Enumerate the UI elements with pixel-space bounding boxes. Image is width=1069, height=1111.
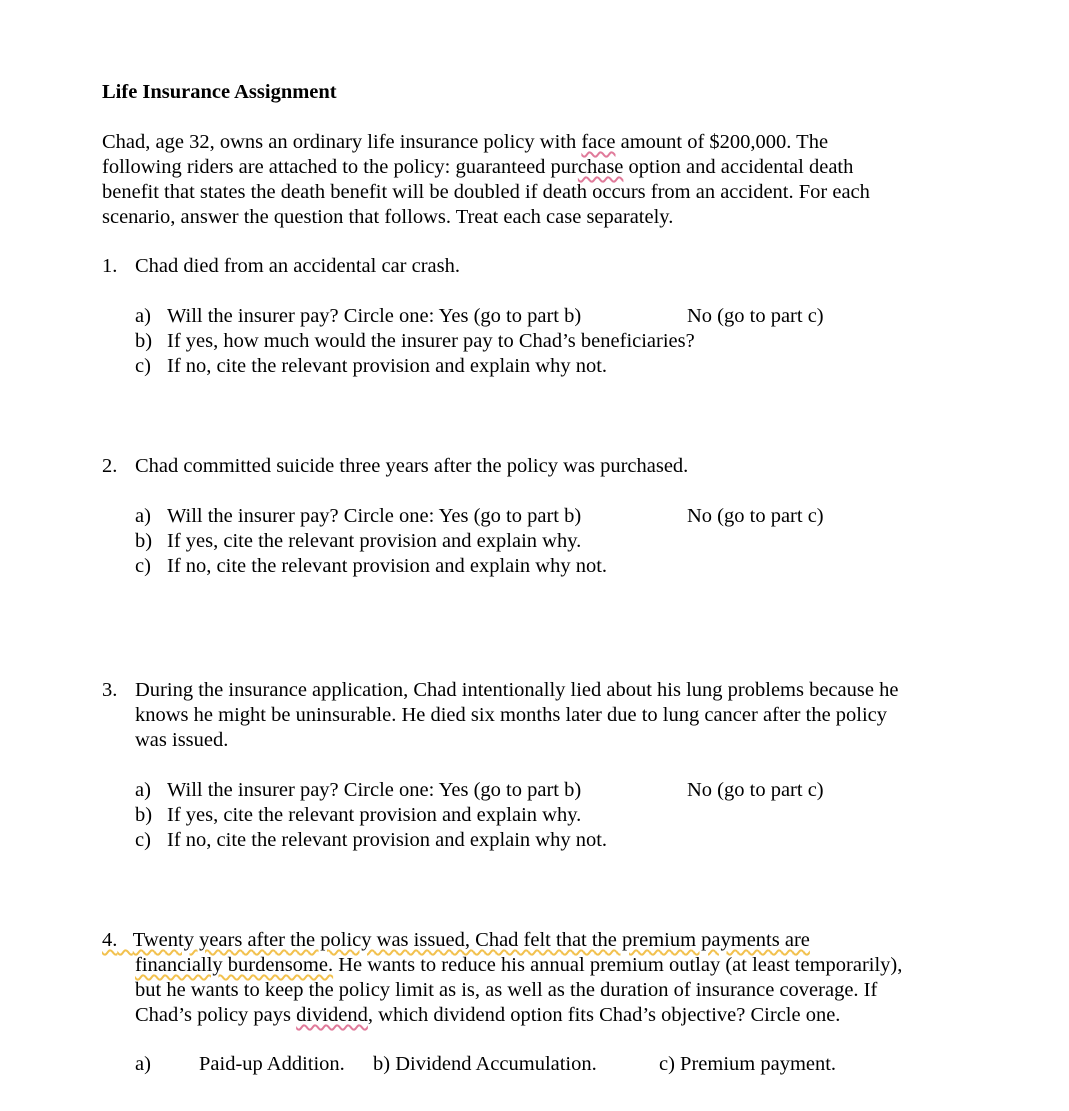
intro-line-2: following riders are attached to the policy: guaranteed purchase option and accidental death — [102, 156, 854, 178]
q4-line-1 — [102, 928, 810, 953]
intro-line-1: Chad, age 32, owns an ordinary life insurance policy with face amount of $200,000. The — [102, 131, 829, 153]
q4-option-a: Paid-up Addition. — [199, 1053, 345, 1075]
grammar-flag: financially burdensome. — [135, 954, 334, 976]
q1-c-text: If no, cite the relevant provision and explain why not. — [167, 355, 608, 377]
q2-a-no-option: No (go to part c) — [687, 505, 824, 527]
q3-b-letter: b) — [135, 804, 153, 826]
intro-line-4: scenario, answer the question that follows. Treat each case separately. — [102, 206, 674, 228]
spellcheck-flag: dividend — [296, 1004, 368, 1026]
q4-number: 4. — [102, 929, 118, 951]
q2-c-text: If no, cite the relevant provision and explain why not. — [167, 555, 608, 577]
intro-line-3: benefit that states the death benefit will be doubled if death occurs from an accident. For each — [102, 181, 870, 203]
q1-text: Chad died from an accidental car crash. — [135, 255, 460, 277]
q3-c-text: If no, cite the relevant provision and explain why not. — [167, 829, 608, 851]
q4-option-b: b) Dividend Accumulation. — [373, 1053, 597, 1075]
q1-a-letter: a) — [135, 305, 151, 327]
q3-line-2: knows he might be uninsurable. He died six months later due to lung cancer after the policy — [135, 704, 888, 726]
q4-line-4: Chad’s policy pays dividend, which dividend option fits Chad’s objective? Circle one. — [135, 1004, 841, 1026]
q2-b-text: If yes, cite the relevant provision and explain why. — [167, 530, 582, 552]
spellcheck-flag: chase — [577, 156, 624, 178]
q3-a-letter: a) — [135, 779, 151, 801]
q3-a-no-option: No (go to part c) — [687, 779, 824, 801]
q3-line-1: During the insurance application, Chad intentionally lied about his lung problems because he — [135, 679, 899, 701]
q1-number: 1. — [102, 255, 118, 277]
q4-line-1-text: Twenty years after the policy was issued, Chad felt that the premium payments are — [132, 929, 810, 951]
q4-option-a-letter: a) — [135, 1053, 151, 1075]
q1-a-text: Will the insurer pay? Circle one: Yes (go to part b) — [167, 305, 582, 327]
q3-a-text: Will the insurer pay? Circle one: Yes (go to part b) — [167, 779, 582, 801]
q1-a-no-option: No (go to part c) — [687, 305, 824, 327]
q2-a-text: Will the insurer pay? Circle one: Yes (go to part b) — [167, 505, 582, 527]
q4-line-3: but he wants to keep the policy limit as is, as well as the duration of insurance coverage. If — [135, 979, 878, 1001]
spellcheck-flag: face — [581, 131, 616, 153]
q3-c-letter: c) — [135, 829, 151, 851]
q1-b-text: If yes, how much would the insurer pay to Chad’s beneficiaries? — [167, 330, 695, 352]
q2-c-letter: c) — [135, 555, 151, 577]
q3-b-text: If yes, cite the relevant provision and explain why. — [167, 804, 582, 826]
q2-number: 2. — [102, 455, 118, 477]
q1-c-letter: c) — [135, 355, 151, 377]
q2-text: Chad committed suicide three years after the policy was purchased. — [135, 455, 689, 477]
q1-b-letter: b) — [135, 330, 153, 352]
q3-line-3: was issued. — [135, 729, 229, 751]
q2-a-letter: a) — [135, 505, 151, 527]
q4-option-c: c) Premium payment. — [659, 1053, 837, 1075]
q2-b-letter: b) — [135, 530, 153, 552]
document-title: Life Insurance Assignment — [102, 81, 337, 103]
q4-line-2: financially burdensome. He wants to reduce his annual premium outlay (at least temporarily), — [135, 954, 903, 976]
q3-number: 3. — [102, 679, 118, 701]
